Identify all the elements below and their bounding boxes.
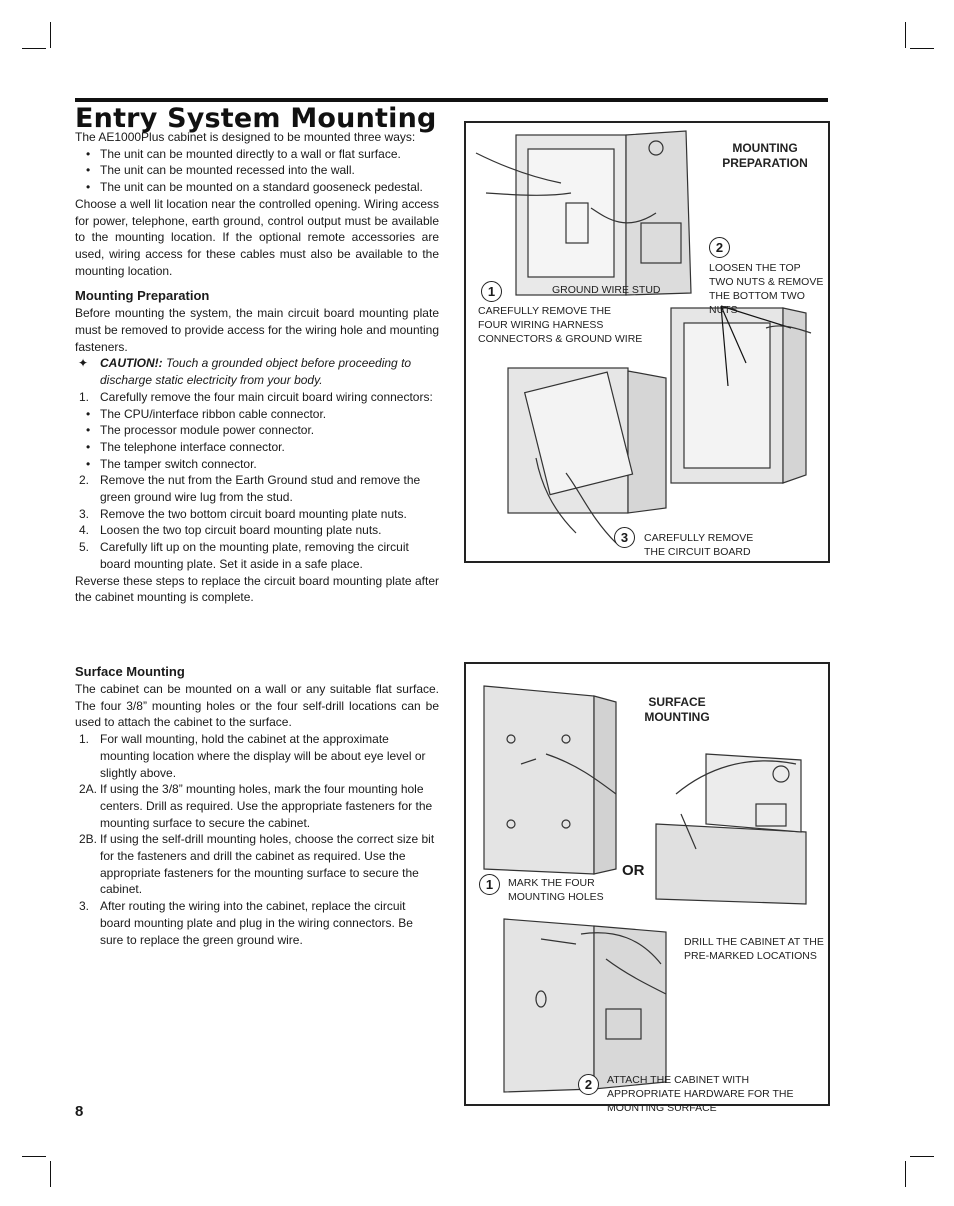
mount-options-list	[75, 146, 439, 196]
crop-mark	[50, 1161, 51, 1187]
star-icon: ✦	[78, 356, 89, 371]
ground-wire-label: GROUND WIRE STUD	[552, 284, 661, 296]
list-item: • The telephone interface connector.	[75, 439, 439, 456]
step-2-label: ATTACH THE CABINET WITH APPROPRIATE HARDWARE FOR THE MOUNTING SURFACE	[607, 1074, 794, 1114]
step-3-label: CAREFULLY REMOVE THE CIRCUIT BOARD	[644, 532, 754, 558]
surface-heading: Surface Mounting	[75, 664, 185, 679]
step-1-label: CAREFULLY REMOVE THE FOUR WIRING HARNESS CONNECTORS & GROUND WIRE	[478, 305, 643, 345]
list-item: 3. After routing the wiring into the cabinet, replace the circuit board mounting plate and plug in the wiring connectors. Be sure to replace the green ground wire.	[79, 899, 413, 947]
crop-mark	[22, 48, 46, 49]
list-item: 3. Remove the two bottom circuit board mounting plate nuts.	[79, 506, 407, 521]
list-item: 1. Carefully remove the four main circuit board wiring connectors:	[79, 389, 433, 404]
drill-label: DRILL THE CABINET AT THE PRE-MARKED LOCATIONS	[684, 936, 824, 962]
surface-steps	[75, 731, 439, 948]
connector-list	[75, 406, 439, 473]
figure-heading: MOUNTING PREPARATION	[722, 141, 808, 170]
list-item: 2. Remove the nut from the Earth Ground stud and remove the green ground wire lug from the stud.	[79, 473, 421, 505]
page-number: 8	[75, 1103, 84, 1120]
prep-steps	[75, 389, 439, 406]
crop-mark	[910, 48, 934, 49]
crop-mark	[905, 1161, 906, 1187]
list-item: • The unit can be mounted directly to a wall or flat surface.	[75, 146, 439, 163]
figure-heading: SURFACE MOUNTING	[644, 695, 710, 724]
page-title: Entry System Mounting	[75, 103, 437, 134]
surface-column	[75, 663, 439, 948]
prep-steps-continued	[75, 472, 439, 572]
intro-lead: The AE1000Plus cabinet is designed to be mounted three ways:	[75, 130, 416, 144]
list-item: 5. Carefully lift up on the mounting plate, removing the circuit board mounting plate. Set it aside in a safe place.	[79, 540, 409, 571]
surface-paragraph: The cabinet can be mounted on a wall or any suitable flat surface. The four 3/8” mounting holes or the four self-drill locations can be used to attach the cabinet to the surface.	[75, 682, 439, 730]
list-item: • The CPU/interface ribbon cable connector.	[75, 406, 439, 423]
caution-text: Touch a grounded object before proceeding to discharge static electricity from your body.	[100, 356, 412, 388]
prep-closing: Reverse these steps to replace the circuit board mounting plate after the cabinet mounting is complete.	[75, 573, 439, 605]
caution-note	[75, 355, 439, 388]
list-item: • The tamper switch connector.	[75, 456, 439, 473]
list-item: • The processor module power connector.	[75, 422, 439, 439]
step-2-badge: 2	[578, 1074, 599, 1095]
list-item: 2B. If using the self-drill mounting holes, choose the correct size bit for the fasteners and drill the cabinet as required. Use the appropriate fasteners for the mounting surface to secure the cabinet.	[79, 832, 435, 897]
crop-mark	[905, 22, 906, 48]
or-label: OR	[622, 862, 645, 879]
intro-paragraph: Choose a well lit location near the controlled opening. Wiring access for power, telephone, earth ground, control output must be available to the mounting location. If the optional remote accessories are used, wiring access for these cables must also be available to the mounting location.	[75, 196, 439, 278]
step-2-label: LOOSEN THE TOP TWO NUTS & REMOVE THE BOTTOM TWO NUTS	[709, 262, 824, 316]
step-2-badge: 2	[709, 237, 730, 258]
list-item: • The unit can be mounted on a standard gooseneck pedestal.	[75, 179, 439, 196]
step-1-label: MARK THE FOUR MOUNTING HOLES	[508, 877, 604, 903]
list-item: 1. For wall mounting, hold the cabinet at the approximate mounting location where the display will be about eye level or slightly above.	[79, 732, 426, 780]
caution-label: CAUTION!:	[100, 356, 163, 371]
prep-column	[75, 129, 439, 606]
prep-paragraph: Before mounting the system, the main circuit board mounting plate must be removed to provide access for the wiring hole and mounting fasteners.	[75, 306, 439, 354]
surface-mounting-figure	[464, 662, 830, 1114]
step-1-badge: 1	[479, 874, 500, 895]
list-item: 2A. If using the 3/8” mounting holes, mark the four mounting hole centers. Drill as required. Use the appropriate fasteners for the mounting surface to secure the cabinet.	[79, 782, 433, 830]
crop-mark	[22, 1156, 46, 1157]
list-item: 4. Loosen the two top circuit board mounting plate nuts.	[79, 523, 382, 538]
step-1-badge: 1	[481, 281, 502, 302]
mounting-preparation-figure	[464, 121, 830, 563]
title-rule	[75, 98, 828, 102]
crop-mark	[910, 1156, 934, 1157]
crop-mark	[50, 22, 51, 48]
prep-heading: Mounting Preparation	[75, 288, 210, 304]
step-3-badge: 3	[614, 527, 635, 548]
list-item: • The unit can be mounted recessed into the wall.	[75, 162, 439, 179]
